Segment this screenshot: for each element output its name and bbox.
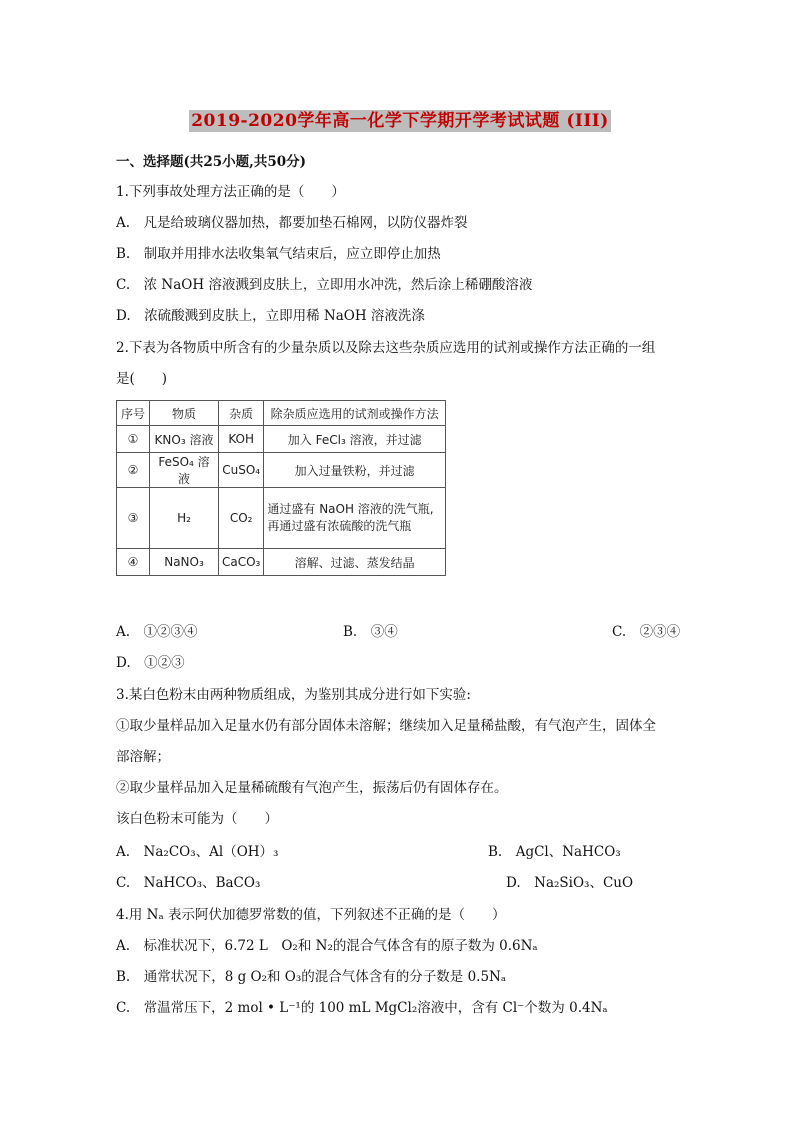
table-cell: CO₂ xyxy=(219,488,264,549)
table-cell: FeSO₄ 溶液 xyxy=(150,453,219,488)
table-header: 序号 xyxy=(117,401,150,426)
q3-stem: 3.某白色粉末由两种物质组成，为鉴别其成分进行如下实验: xyxy=(116,687,471,703)
q3-option-b[interactable]: B. AgCl、NaHCO₃ xyxy=(488,844,621,860)
impurity-table xyxy=(116,400,446,576)
q3-option-a[interactable]: A. Na₂CO₃、Al（OH）₃ xyxy=(116,844,279,860)
table-header: 杂质 xyxy=(219,401,264,426)
q4-option-c[interactable]: C. 常温常压下，2 mol • L⁻¹的 100 mL MgCl₂溶液中，含有 Cl⁻个数为 0.4Nₐ xyxy=(116,1000,608,1016)
q3-option-d[interactable]: D. Na₂SiO₃、CuO xyxy=(506,875,634,891)
q2-option-b[interactable]: B. ③④ xyxy=(343,624,398,640)
q3-question: 该白色粉末可能为（ ） xyxy=(116,811,278,827)
page-title: 2019-2020学年高一化学下学期开学考试试题 (III) xyxy=(191,111,609,131)
table-cell: 加入 FeCl₃ 溶液，并过滤 xyxy=(264,426,446,453)
table-cell: CaCO₃ xyxy=(219,549,264,576)
table-cell: 加入过量铁粉，并过滤 xyxy=(264,453,446,488)
section-heading: 一、选择题(共25小题,共50分) xyxy=(116,154,307,170)
table-cell: H₂ xyxy=(150,488,219,549)
q2-option-d[interactable]: D. ①②③ xyxy=(116,655,185,671)
q3-option-c[interactable]: C. NaHCO₃、BaCO₃ xyxy=(116,875,261,891)
q1-option-b[interactable]: B. 制取并用排水法收集氧气结束后，应立即停止加热 xyxy=(116,246,441,262)
q2-stem-line2: 是( ) xyxy=(116,371,168,387)
table-cell: CuSO₄ xyxy=(219,453,264,488)
q1-option-d[interactable]: D. 浓硫酸溅到皮肤上，立即用稀 NaOH 溶液洗涤 xyxy=(116,308,425,324)
q3-step1-line2: 部溶解； xyxy=(116,749,170,765)
table-row xyxy=(117,453,446,488)
table-cell: 溶解、过滤、蒸发结晶 xyxy=(264,549,446,576)
q3-step2: ②取少量样品加入足量稀硫酸有气泡产生，振荡后仍有固体存在。 xyxy=(116,780,508,796)
q1-stem: 1.下列事故处理方法正确的是（ ） xyxy=(116,184,345,200)
table-cell: ① xyxy=(117,426,150,453)
table-cell: ④ xyxy=(117,549,150,576)
table-cell: ② xyxy=(117,453,150,488)
table-cell: KNO₃ 溶液 xyxy=(150,426,219,453)
table-row xyxy=(117,488,446,549)
q2-option-c[interactable]: C. ②③④ xyxy=(612,624,681,640)
table-header: 除杂质应选用的试剂或操作方法 xyxy=(264,401,446,426)
q2-stem-line1: 2.下表为各物质中所含有的少量杂质以及除去这些杂质应选用的试剂或操作方法正确的一组 xyxy=(116,340,656,356)
table-cell: NaNO₃ xyxy=(150,549,219,576)
table-cell: KOH xyxy=(219,426,264,453)
q1-option-a[interactable]: A. 凡是给玻璃仪器加热，都要加垫石棉网，以防仪器炸裂 xyxy=(116,215,468,231)
q4-option-a[interactable]: A. 标准状况下，6.72 L O₂和 N₂的混合气体含有的原子数为 0.6Nₐ xyxy=(116,938,538,954)
q4-stem: 4.用 Nₐ 表示阿伏加德罗常数的值，下列叙述不正确的是（ ） xyxy=(116,907,506,923)
table-row xyxy=(117,426,446,453)
table-header: 物质 xyxy=(150,401,219,426)
table-cell: 通过盛有 NaOH 溶液的洗气瓶,再通过盛有浓硫酸的洗气瓶 xyxy=(264,488,446,549)
q3-step1-line1: ①取少量样品加入足量水仍有部分固体未溶解；继续加入足量稀盐酸，有气泡产生，固体全 xyxy=(116,718,656,734)
q1-option-c[interactable]: C. 浓 NaOH 溶液溅到皮肤上，立即用水冲洗，然后涂上稀硼酸溶液 xyxy=(116,277,533,293)
q2-option-a[interactable]: A. ①②③④ xyxy=(116,624,198,640)
q4-option-b[interactable]: B. 通常状况下，8 g O₂和 O₃的混合气体含有的分子数是 0.5Nₐ xyxy=(116,969,507,985)
table-cell: ③ xyxy=(117,488,150,549)
table-row xyxy=(117,549,446,576)
